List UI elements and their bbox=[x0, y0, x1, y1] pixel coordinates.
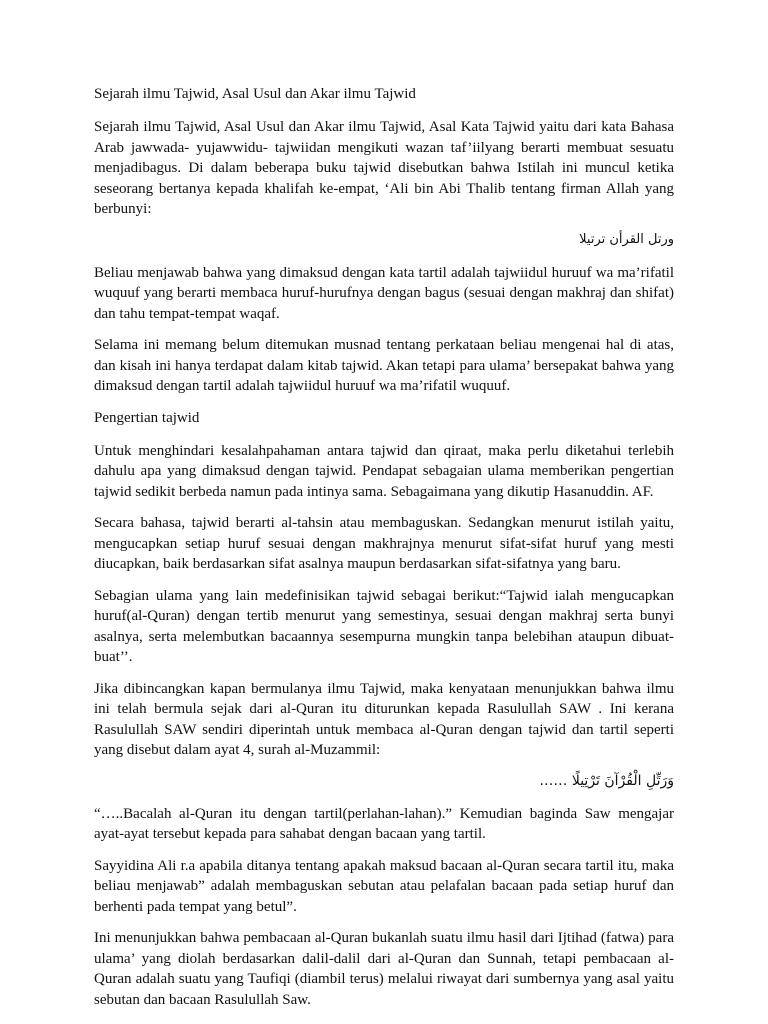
paragraph-6: Sebagian ulama yang lain medefinisikan tajwid sebagai berikut:“Tajwid ialah mengucapkan huruf(al-Quran) dengan tertib menurut yang semestinya, sesuai dengan makhraj serta bunyi asalnya, serta melembutkan bacaannya sesempurna mungkin tanpa belebihan ataupun dibuat-buat’’. bbox=[94, 587, 674, 665]
arabic-verse-2: وَرَتِّلِ الْقُرْآنَ تَرْتِيلًا …… bbox=[539, 772, 674, 789]
paragraph-3: Selama ini memang belum ditemukan musnad tentang perkataan beliau mengenai hal di atas, dan kisah ini hanya terdapat dalam kitab tajwid. Akan tetapi para ulama’ bersepakat bahwa yang dimaksud dengan tartil adalah tajwiidul huruuf wa ma’rifatil wuquuf. bbox=[94, 337, 674, 394]
paragraph-10: Ini menunjukkan bahwa pembacaan al-Quran bukanlah suatu ilmu hasil dari Ijtihad (fatwa) para ulama’ yang diolah berdasarkan dalil-dalil dari al-Quran dan Sunnah, tetapi pembacaan al-Quran adalah suatu yang Taufiqi (diambil terus) melalui riwayat dari sumbernya yang asal yaitu sebutan dan bacaan Rasulullah Saw. bbox=[94, 930, 674, 1008]
paragraph-7: Jika dibincangkan kapan bermulanya ilmu Tajwid, maka kenyataan menunjukkan bahwa ilmu ini telah bermula sejak dari al-Quran itu diturunkan kepada Rasulullah SAW . Ini kerana Rasulullah SAW sendiri diperintah untuk membaca al-Quran dengan tajwid dan tartil seperti yang disebut dalam ayat 4, surah al-Muzammil: bbox=[94, 680, 674, 758]
paragraph-5: Secara bahasa, tajwid berarti al-tahsin atau membaguskan. Sedangkan menurut istilah yaitu, mengucapkan setiap huruf sesuai dengan makhrajnya menurut sifat-sifat huruf yang mesti diucapkan, baik berdasarkan sifat asalnya maupun berdasarkan sifat-sifatnya yang baru. bbox=[94, 515, 674, 572]
paragraph-9: Sayyidina Ali r.a apabila ditanya tentang apakah maksud bacaan al-Quran secara tartil itu, maka beliau menjawab” adalah membaguskan sebutan atau pelafalan bacaan pada setiap huruf dan berhenti pada tempat yang betul”. bbox=[94, 857, 674, 915]
paragraph-2: Beliau menjawab bahwa yang dimaksud dengan kata tartil adalah tajwiidul huruuf wa ma’rifatil wuquuf yang berarti membaca huruf-hurufnya dengan bagus (sesuai dengan makhraj dan shifat) dan tahu tempat-tempat waqaf. bbox=[94, 264, 674, 322]
arabic-verse-1: ورتل القرأن ترتيلا bbox=[579, 231, 674, 247]
document-title: Sejarah ilmu Tajwid, Asal Usul dan Akar ilmu Tajwid bbox=[94, 86, 416, 102]
paragraph-8: “…..Bacalah al-Quran itu dengan tartil(perlahan-lahan).” Kemudian baginda Saw mengajar ayat-ayat tersebut kepada para sahabat dengan bacaan yang tartil. bbox=[94, 805, 674, 842]
paragraph-4: Untuk menghindari kesalahpahaman antara tajwid dan qiraat, maka perlu diketahui terlebih dahulu apa yang dimaksud dengan tajwid. Pendapat sebagaian ulama memberikan pengertian tajwid sedikit berbeda namun pada intinya sama. Sebagaimana yang dikutip Hasanuddin. AF. bbox=[94, 442, 674, 500]
section-heading: Pengertian tajwid bbox=[94, 409, 200, 426]
paragraph-1: Sejarah ilmu Tajwid, Asal Usul dan Akar ilmu Tajwid, Asal Kata Tajwid yaitu dari kata Bahasa Arab jawwada- yujawwidu- tajwiidan mengikuti wazan taf’iilyang berarti membuat sesuatu menjadibagus. Di dalam beberapa buku tajwid disebutkan bahwa Istilah ini muncul ketika seseorang bertanya kepada khalifah ke-empat, ‘Ali bin Abi Thalib tentang firman Allah yang berbunyi: bbox=[94, 119, 674, 217]
